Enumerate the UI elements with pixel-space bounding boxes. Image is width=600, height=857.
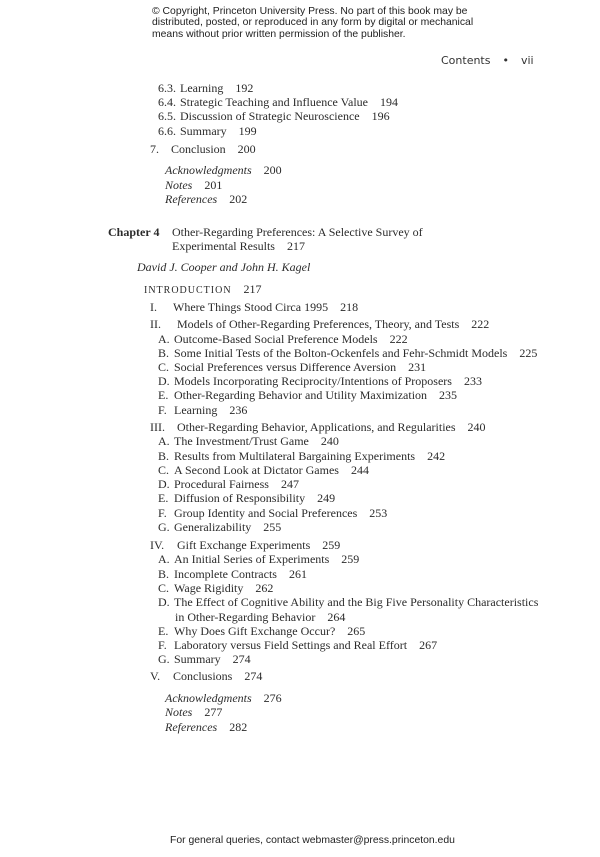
entry-label: 6.6. xyxy=(158,124,176,138)
toc-entry-sub xyxy=(158,388,457,402)
entry-title: The Effect of Cognitive Ability and the Big Five Personality Characteristics xyxy=(174,595,539,609)
toc-entry-sub xyxy=(158,477,299,491)
entry-title: Experimental Results xyxy=(172,239,275,253)
entry-title: Group Identity and Social Preferences xyxy=(174,506,358,520)
entry-label: IV. xyxy=(150,538,165,552)
entry-title: An Initial Series of Experiments xyxy=(174,552,330,566)
entry-title: INTRODUCTION xyxy=(144,285,232,296)
toc-entry-back xyxy=(165,163,282,177)
page-number: vii xyxy=(520,54,534,67)
entry-page-number: 200 xyxy=(237,142,256,156)
entry-title: Generalizability xyxy=(174,520,252,534)
entry-page-number: 194 xyxy=(379,95,398,109)
toc-entry-sec xyxy=(150,142,256,156)
entry-title: Notes xyxy=(165,178,193,192)
entry-label: 6.3. xyxy=(158,81,176,95)
toc-entry-sub xyxy=(158,652,251,666)
entry-title: Diffusion of Responsibility xyxy=(174,491,306,505)
entry-page-number: 240 xyxy=(467,420,486,434)
entry-page-number: 261 xyxy=(288,567,307,581)
running-head xyxy=(441,54,534,67)
entry-title: Models of Other-Regarding Preferences, Theory, and Tests xyxy=(177,317,460,331)
toc-entry-sec xyxy=(150,669,262,683)
entry-title: Models Incorporating Reciprocity/Intentions of Proposers xyxy=(174,374,452,388)
running-head-title: Contents xyxy=(441,54,491,67)
toc-entry-sec xyxy=(150,300,358,314)
entry-title: Summary xyxy=(180,124,227,138)
toc-entry-sub xyxy=(158,638,437,652)
entry-title: Gift Exchange Experiments xyxy=(177,538,311,552)
entry-page-number: 235 xyxy=(439,388,458,402)
entry-title: Why Does Gift Exchange Occur? xyxy=(174,624,336,638)
entry-label: F. xyxy=(158,638,167,652)
entry-title: Strategic Teaching and Influence Value xyxy=(180,95,368,109)
entry-title: Conclusion xyxy=(171,142,226,156)
entry-label: I. xyxy=(150,300,157,314)
toc-entry-sub xyxy=(158,360,426,374)
toc-entry-sub xyxy=(158,374,482,388)
entry-page-number: 192 xyxy=(235,81,254,95)
entry-page-number: 274 xyxy=(244,669,263,683)
copyright-line: distributed, posted, or reproduced in any form by digital or mechanical xyxy=(152,17,474,29)
entry-label: III. xyxy=(150,420,165,434)
entry-title: Social Preferences versus Difference Aversion xyxy=(174,360,397,374)
entry-title: Results from Multilateral Bargaining Experiments xyxy=(174,449,416,463)
entry-page-number: 202 xyxy=(229,192,248,206)
entry-page-number: 262 xyxy=(255,581,274,595)
entry-page-number: 240 xyxy=(320,434,339,448)
entry-label: D. xyxy=(158,595,170,609)
toc-entry-back xyxy=(165,178,222,192)
toc-entry-sub xyxy=(158,81,253,95)
entry-title: Incomplete Contracts xyxy=(174,567,277,581)
toc-entry-sub xyxy=(158,463,369,477)
entry-page-number: 217 xyxy=(286,239,305,253)
entry-label: C. xyxy=(158,463,170,477)
entry-label: A. xyxy=(158,332,170,346)
entry-title: References xyxy=(165,192,218,206)
toc-entry-sub xyxy=(158,346,537,360)
entry-page-number: 244 xyxy=(350,463,369,477)
entry-title: Conclusions xyxy=(173,669,233,683)
entry-title: David J. Cooper and John H. Kagel xyxy=(137,260,311,274)
toc-entry-sub xyxy=(158,95,398,109)
entry-page-number: 222 xyxy=(389,332,408,346)
entry-page-number: 217 xyxy=(243,282,262,296)
entry-title: Learning xyxy=(174,403,218,417)
entry-label: B. xyxy=(158,567,170,581)
entry-page-number: 233 xyxy=(463,374,482,388)
toc-entry-sub xyxy=(158,403,247,417)
toc-entry-back xyxy=(165,705,222,719)
entry-label: G. xyxy=(158,520,170,534)
entry-title: Acknowledgments xyxy=(165,163,252,177)
toc-entry-subcont xyxy=(175,610,345,624)
entry-title: Outcome-Based Social Preference Models xyxy=(174,332,378,346)
toc-entry-sec xyxy=(150,538,340,552)
entry-label: 6.5. xyxy=(158,109,176,123)
toc-entry-sub xyxy=(158,595,538,609)
entry-label: B. xyxy=(158,449,170,463)
entry-page-number: 236 xyxy=(229,403,248,417)
entry-title: Procedural Fairness xyxy=(174,477,269,491)
toc-entry-sub xyxy=(158,124,257,138)
entry-title: Other-Regarding Behavior, Applications, and Regularities xyxy=(177,420,456,434)
entry-label: C. xyxy=(158,360,170,374)
footer-notice: For general queries, contact webmaster@press.princeton.edu xyxy=(170,835,455,846)
entry-page-number: 277 xyxy=(204,705,223,719)
toc-entry-sub xyxy=(158,624,365,638)
entry-title: A Second Look at Dictator Games xyxy=(174,463,339,477)
entry-title: Some Initial Tests of the Bolton-Ockenfels and Fehr-Schmidt Models xyxy=(174,346,508,360)
entry-title: Wage Rigidity xyxy=(174,581,244,595)
toc-entry-sub xyxy=(158,552,359,566)
entry-title: in Other-Regarding Behavior xyxy=(175,610,316,624)
toc-entry-sub xyxy=(158,491,335,505)
entry-label: F. xyxy=(158,506,167,520)
toc-entry-sub xyxy=(158,567,307,581)
entry-page-number: 259 xyxy=(341,552,360,566)
entry-title: Laboratory versus Field Settings and Real Effort xyxy=(174,638,408,652)
entry-label: G. xyxy=(158,652,170,666)
entry-page-number: 200 xyxy=(263,163,282,177)
toc-entry-intro xyxy=(144,282,262,298)
entry-label: 7. xyxy=(150,142,159,156)
toc-entry-author xyxy=(137,260,310,274)
entry-page-number: 231 xyxy=(408,360,427,374)
copyright-line: means without prior written permission of the publisher. xyxy=(152,28,406,40)
entry-page-number: 247 xyxy=(280,477,299,491)
entry-page-number: 265 xyxy=(347,624,366,638)
entry-title: Other-Regarding Preferences: A Selective Survey of xyxy=(172,225,423,239)
toc-entry-chapcont xyxy=(172,239,305,253)
entry-label: A. xyxy=(158,434,170,448)
toc-entry-sub xyxy=(158,581,273,595)
toc-entry-sub xyxy=(158,520,281,534)
entry-label: A. xyxy=(158,552,170,566)
entry-title: References xyxy=(165,720,218,734)
entry-label: D. xyxy=(158,374,170,388)
entry-page-number: 222 xyxy=(471,317,490,331)
entry-page-number: 255 xyxy=(263,520,282,534)
entry-label: E. xyxy=(158,624,169,638)
copyright-line: © Copyright, Princeton University Press. No part of this book may be xyxy=(152,6,468,17)
entry-title: Discussion of Strategic Neuroscience xyxy=(180,109,360,123)
entry-label: D. xyxy=(158,477,170,491)
entry-page-number: 218 xyxy=(340,300,359,314)
entry-page-number: 259 xyxy=(322,538,341,552)
entry-page-number: 201 xyxy=(204,178,223,192)
entry-label: B. xyxy=(158,346,170,360)
entry-page-number: 196 xyxy=(371,109,390,123)
entry-page-number: 267 xyxy=(419,638,438,652)
entry-title: Learning xyxy=(180,81,224,95)
entry-label: C. xyxy=(158,581,170,595)
entry-title: Acknowledgments xyxy=(165,691,252,705)
entry-page-number: 242 xyxy=(427,449,446,463)
entry-label: 6.4. xyxy=(158,95,176,109)
entry-page-number: 276 xyxy=(263,691,282,705)
entry-title: Notes xyxy=(165,705,193,719)
entry-label: V. xyxy=(150,669,161,683)
toc-entry-chapter xyxy=(108,225,423,239)
bullet-separator: • xyxy=(502,54,509,67)
entry-page-number: 282 xyxy=(229,720,248,734)
toc-entry-back xyxy=(165,720,247,734)
entry-page-number: 253 xyxy=(369,506,388,520)
entry-page-number: 264 xyxy=(327,610,346,624)
entry-title: The Investment/Trust Game xyxy=(174,434,309,448)
entry-label: F. xyxy=(158,403,167,417)
entry-label: II. xyxy=(150,317,161,331)
entry-label: E. xyxy=(158,388,169,402)
toc-entry-sec xyxy=(150,420,486,434)
toc-entry-sub xyxy=(158,109,390,123)
toc-entry-sub xyxy=(158,434,339,448)
toc-entry-sub xyxy=(158,332,408,346)
toc-entry-sub xyxy=(158,506,387,520)
entry-page-number: 199 xyxy=(238,124,257,138)
entry-label: Chapter 4 xyxy=(108,225,160,239)
entry-page-number: 225 xyxy=(519,346,538,360)
entry-page-number: 274 xyxy=(232,652,251,666)
toc-entry-back xyxy=(165,691,282,705)
toc-entry-sec xyxy=(150,317,489,331)
entry-page-number: 249 xyxy=(317,491,336,505)
entry-title: Summary xyxy=(174,652,221,666)
copyright-notice xyxy=(152,6,473,40)
entry-title: Where Things Stood Circa 1995 xyxy=(173,300,329,314)
toc-entry-back xyxy=(165,192,247,206)
entry-label: E. xyxy=(158,491,169,505)
toc-entry-sub xyxy=(158,449,445,463)
entry-title: Other-Regarding Behavior and Utility Maximization xyxy=(174,388,428,402)
